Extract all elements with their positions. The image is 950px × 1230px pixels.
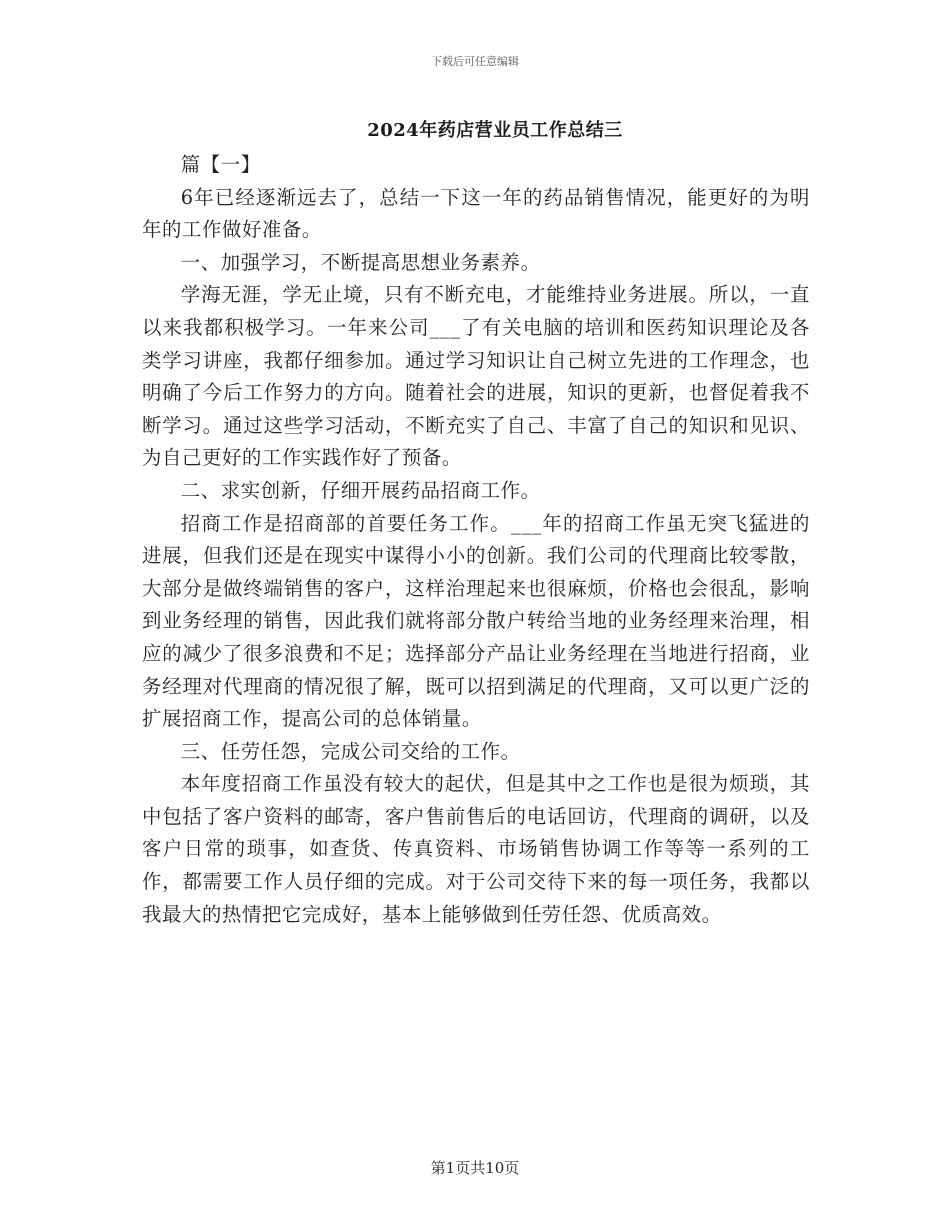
header-note: 下载后可任意编辑 <box>431 55 519 68</box>
document-title: 2024年药店营业员工作总结三 <box>367 120 623 141</box>
page-footer: 第1页共10页 <box>430 1159 520 1177</box>
document-body <box>142 149 810 931</box>
subheading: 三、任劳任怨，完成公司交给的工作。 <box>180 739 521 763</box>
paragraph: 招商工作是招商部的首要任务工作。___年的招商工作虽无突飞猛进的进展，但我们还是在现实中谋得小小的创新。我们公司的代理商比较零散，大部分是做终端销售的客户，这样治理起来也很麻烦，价格也会很乱，影响到业务经理的销售，因此我们就将部分散户转给当地的业务经理来治理，相应的减少了很多浪费和不足；选择部分产品让业务经理在当地进行招商，业务经理对代理商的情况很了解，既可以招到满足的代理商，又可以更广泛的扩展招商工作，提高公司的总体销量。 <box>142 511 810 731</box>
paragraph: 6年已经逐渐远去了，总结一下这一年的药品销售情况，能更好的为明年的工作做好准备。 <box>142 185 810 242</box>
paragraph: 学海无涯，学无止境，只有不断充电，才能维持业务进展。所以，一直以来我都积极学习。一年来公司___了有关电脑的培训和医药知识理论及各类学习讲座，我都仔细参加。通过学习知识让自己树立先进的工作理念，也明确了今后工作努力的方向。随着社会的进展，知识的更新，也督促着我不断学习。通过这些学习活动，不断充实了自己、丰富了自己的知识和见识、为自己更好的工作实践作好了预备。 <box>142 283 810 470</box>
subheading: 二、求实创新，仔细开展药品招商工作。 <box>180 478 541 502</box>
section-heading: 篇【一】 <box>180 153 261 176</box>
paragraph: 本年度招商工作虽没有较大的起伏，但是其中之工作也是很为烦琐，其中包括了客户资料的邮寄，客户售前售后的电话回访，代理商的调研，以及客户日常的琐事，如查货、传真资料、市场销售协调工作等等一系列的工作，都需要工作人员仔细的完成。对于公司交待下来的每一项任务，我都以我最大的热情把它完成好，基本上能够做到任劳任怨、优质高效。 <box>142 772 810 926</box>
subheading: 一、加强学习，不断提高思想业务素养。 <box>180 250 541 274</box>
